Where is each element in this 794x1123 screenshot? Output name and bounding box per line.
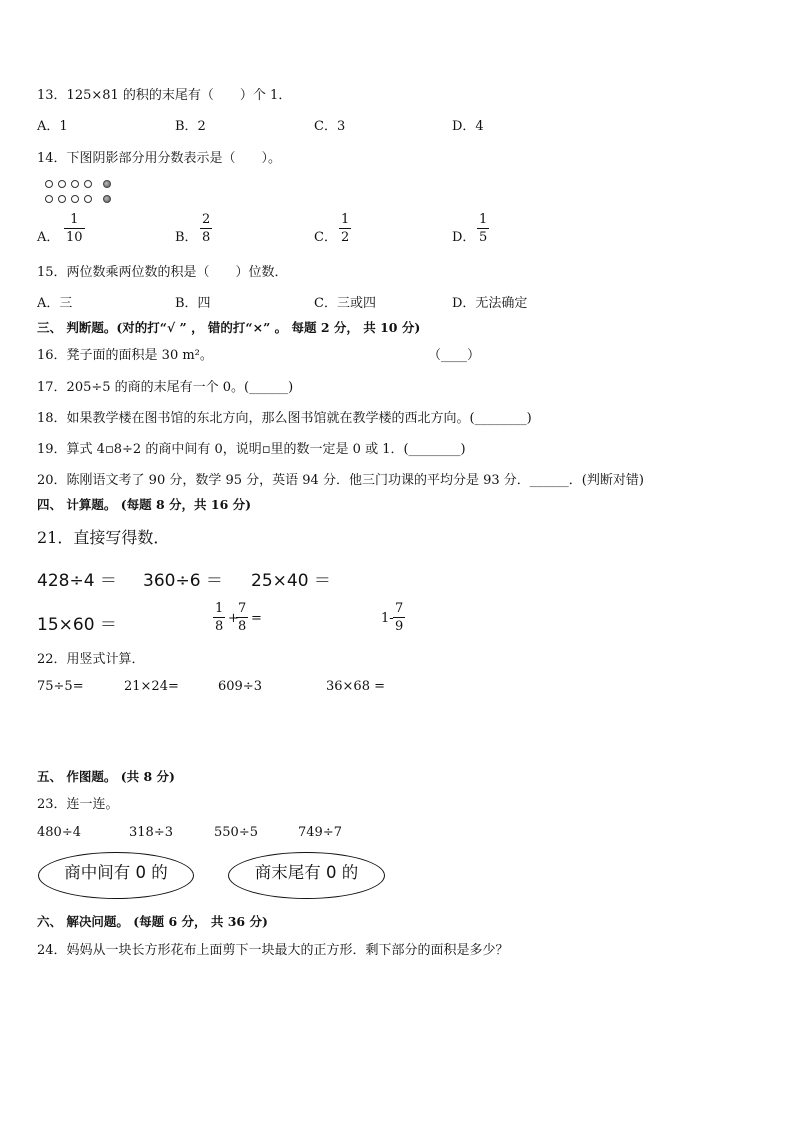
q15-stem: 15．两位数乘两位数的积是（ ）位数．	[37, 265, 288, 280]
q21-stem: 21．直接写得数．	[37, 528, 170, 547]
q14-stem: 14．下图阴影部分用分数表示是（ ）。	[37, 151, 282, 166]
q21-fraction-2	[236, 602, 248, 633]
q21-expr-4: 15×60 ＝	[37, 615, 117, 635]
q22-item-2: 21×24=	[124, 679, 179, 694]
q15-option-b[interactable]: B．四	[175, 296, 211, 311]
circle-icon	[58, 195, 66, 203]
q14-option-d-letter[interactable]: D．	[452, 230, 476, 245]
section-4-heading: 四、 计算题。 (每题 8 分，共 16 分)	[37, 497, 252, 512]
section-3-heading: 三、 判断题。(对的打“√ ” ， 错的打“×” 。 每题 2 分， 共 10 分)	[37, 320, 421, 335]
oval-quotient-middle-zero[interactable]	[38, 852, 194, 899]
q13-stem: 13．125×81 的积的末尾有（ ）个 1．	[37, 88, 292, 103]
fraction-numerator: 1	[215, 601, 224, 616]
q13-option-c[interactable]: C．3	[314, 119, 346, 134]
q13-option-b[interactable]: B．2	[175, 119, 206, 134]
q14-option-d-fraction	[477, 213, 489, 244]
circle-icon	[84, 180, 92, 188]
fraction-denominator: 8	[238, 619, 247, 634]
section-6-heading: 六、 解决问题。 (每题 6 分， 共 36 分)	[37, 914, 268, 929]
q21-expr-2: 360÷6 ＝	[143, 571, 223, 591]
oval-label: 商末尾有 0 的	[254, 863, 359, 882]
circle-icon	[84, 195, 92, 203]
q21-expr-1: 428÷4 ＝	[37, 571, 117, 591]
fraction-numerator: 1	[341, 212, 350, 227]
q16-answer-blank[interactable]: （____）	[428, 348, 481, 363]
fraction-denominator: 2	[341, 230, 350, 245]
oval-label: 商中间有 0 的	[64, 863, 168, 882]
q21-fraction-3	[393, 602, 405, 633]
one-minus: 1-	[381, 611, 394, 626]
q18-stem: 18．如果教学楼在图书馆的东北方向，那么图书馆就在教学楼的西北方向。(________)	[37, 411, 532, 426]
q19-stem: 19．算式 4▫8÷2 的商中间有 0，说明▫里的数一定是 0 或 1．(________)	[37, 442, 466, 457]
q15-option-d[interactable]: D．无法确定	[452, 296, 528, 311]
fraction-denominator: 5	[479, 230, 488, 245]
q22-item-3: 609÷3	[218, 679, 262, 694]
circle-icon	[58, 180, 66, 188]
equals-sign: =	[251, 611, 262, 626]
fraction-numerator: 7	[238, 601, 247, 616]
shaded-circle-icon	[103, 180, 111, 188]
q22-item-4: 36×68 =	[326, 679, 386, 694]
q14-option-b-letter[interactable]: B．	[175, 230, 198, 245]
fraction-denominator: 9	[395, 619, 404, 634]
q24-stem: 24．妈妈从一块长方形花布上面剪下一块最大的正方形．剩下部分的面积是多少？	[37, 943, 509, 958]
q23-item-1[interactable]: 480÷4	[37, 825, 81, 840]
fraction-numerator: 2	[202, 212, 211, 227]
q14-option-b-fraction	[200, 213, 212, 244]
q15-option-a[interactable]: A．三	[37, 296, 73, 311]
q23-stem: 23．连一连。	[37, 797, 119, 812]
q13-option-d[interactable]: D．4	[452, 119, 484, 134]
shaded-circle-icon	[103, 195, 111, 203]
q17-stem: 17．205÷5 的商的末尾有一个 0。(______)	[37, 380, 294, 395]
q22-item-1: 75÷5=	[37, 679, 84, 694]
circle-icon	[45, 195, 53, 203]
oval-quotient-end-zero[interactable]	[228, 852, 385, 899]
plus-sign: +	[228, 611, 239, 626]
fraction-denominator: 10	[66, 230, 83, 245]
fraction-numerator: 1	[70, 212, 79, 227]
fraction-numerator: 1	[479, 212, 488, 227]
q23-item-3[interactable]: 550÷5	[214, 825, 258, 840]
circle-icon	[71, 195, 79, 203]
q14-option-c-letter[interactable]: C．	[314, 230, 337, 245]
q14-option-c-fraction	[339, 213, 351, 244]
section-5-heading: 五、 作图题。 (共 8 分)	[37, 769, 175, 784]
q16-stem: 16．凳子面的面积是 30 m²。	[37, 348, 213, 363]
fraction-denominator: 8	[202, 230, 211, 245]
q21-expr-3: 25×40 ＝	[251, 571, 331, 591]
q23-item-4[interactable]: 749÷7	[298, 825, 342, 840]
q22-stem: 22．用竖式计算．	[37, 652, 145, 667]
fraction-denominator: 8	[215, 619, 224, 634]
circle-icon	[71, 180, 79, 188]
q20-stem: 20．陈刚语文考了 90 分，数学 95 分，英语 94 分．他三门功课的平均分是 93 分．______．(判断对错)	[37, 473, 644, 488]
q14-option-a-fraction	[64, 213, 85, 244]
q13-option-a[interactable]: A．1	[37, 119, 68, 134]
fraction-numerator: 7	[395, 601, 404, 616]
q14-option-a-letter[interactable]: A．	[37, 230, 60, 245]
q21-fraction-1	[213, 602, 225, 633]
circle-icon	[45, 180, 53, 188]
q15-option-c[interactable]: C．三或四	[314, 296, 376, 311]
q23-item-2[interactable]: 318÷3	[129, 825, 173, 840]
